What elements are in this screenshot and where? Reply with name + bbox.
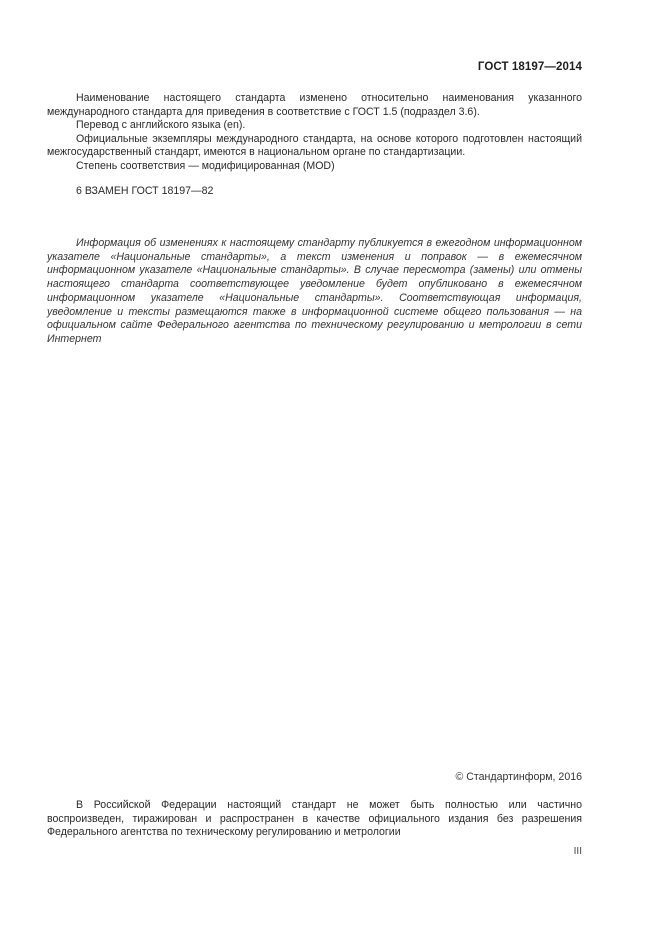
standard-designation: ГОСТ 18197—2014 — [477, 61, 582, 73]
document-page — [47, 0, 582, 935]
info-notice-block — [47, 237, 582, 347]
front-matter-block — [47, 92, 582, 174]
translation-paragraph: Перевод с английского языка (en). — [76, 119, 246, 132]
replaces-block — [47, 185, 582, 199]
legal-notice-block — [47, 799, 582, 840]
copyright-notice: © Стандартинформ, 2016 — [455, 771, 582, 783]
page-number: III — [573, 846, 582, 857]
info-notice-paragraph: Информация об изменениях к настоящему стандарту публикуется в ежегодном информационном указателе «Национальные стандарты», а текст изменения и поправок — в ежемесячном информационном указателе «Национальные стандарты». В случае пересмотра (замены) или отмены настоящего стандарта соответствующее уведомление будет опубликовано в ежемесячном информационном указателе «Национальные стандарты». Соответствующая информация, уведомление и тексты размещаются также в информационной системе общего пользования — на официальном сайте Федерального агентства по техническому регулированию и метрологии в сети Интернет — [47, 237, 582, 345]
replaces-paragraph: 6 ВЗАМЕН ГОСТ 18197—82 — [76, 185, 214, 197]
name-change-paragraph: Наименование настоящего стандарта изменено относительно наименования указанного международного стандарта для приведения в соответствие с ГОСТ 1.5 (подраздел 3.6). — [47, 92, 582, 118]
legal-notice-paragraph: В Российской Федерации настоящий стандарт не может быть полностью или частично воспроизведен, тиражирован и распространен в качестве официального издания без разрешения Федерального агентства по техническому регулированию и метрологии — [47, 799, 582, 839]
official-copies-paragraph: Официальные экземпляры международного стандарта, на основе которого подготовлен настоящий межгосударственный стандарт, имеются в национальном органе по стандартизации. — [47, 132, 582, 159]
conformity-degree-paragraph: Степень соответствия — модифицированная (MOD) — [76, 159, 335, 172]
